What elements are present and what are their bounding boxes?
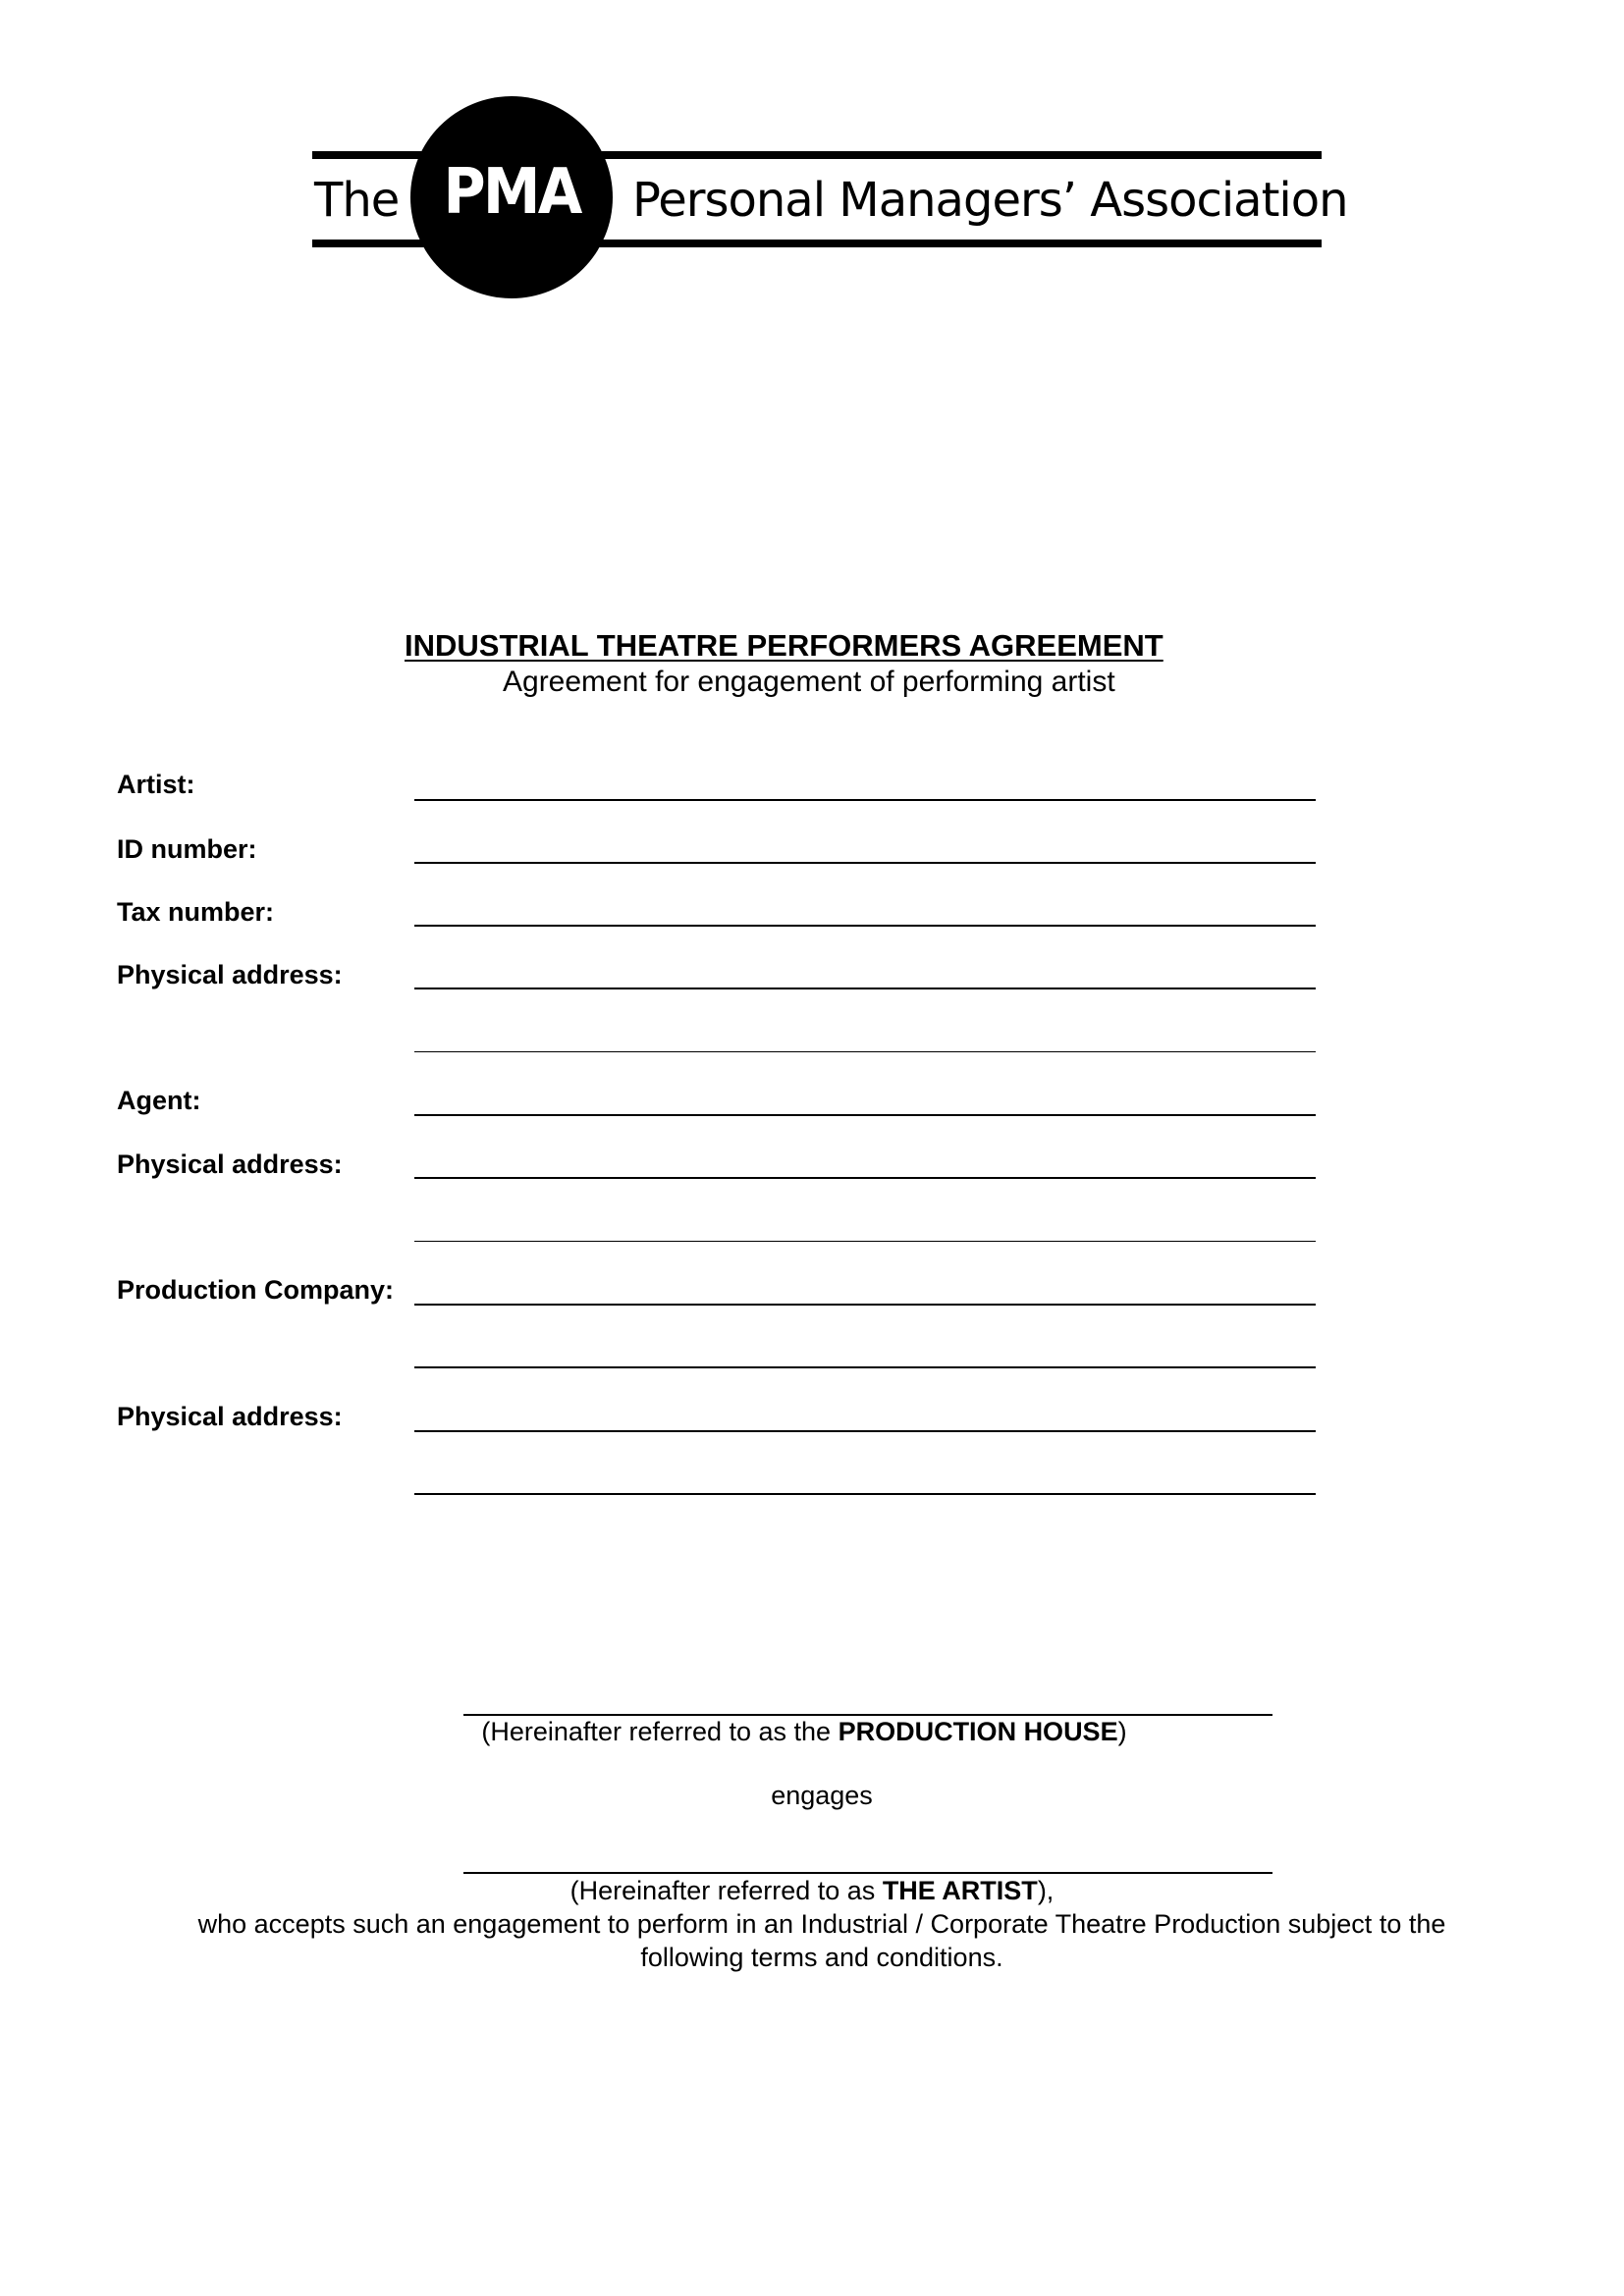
production-company-field-2[interactable]	[414, 1366, 1316, 1368]
production-house-suffix: )	[1117, 1717, 1127, 1746]
artist-address-field-2[interactable]	[414, 1051, 1316, 1052]
agent-field[interactable]	[414, 1114, 1316, 1116]
engages-text: engages	[771, 1781, 873, 1810]
production-address-label: Physical address:	[117, 1402, 343, 1431]
production-address-field-1[interactable]	[414, 1430, 1316, 1432]
artist-caption-term: THE ARTIST	[882, 1876, 1038, 1905]
id-number-field[interactable]	[414, 862, 1316, 864]
artist-address-label: Physical address:	[117, 960, 343, 989]
production-company-field-1[interactable]	[414, 1304, 1316, 1306]
production-house-prefix: (Hereinafter referred to as the	[481, 1717, 839, 1746]
production-house-caption	[0, 1717, 1616, 1747]
agent-address-field-1[interactable]	[414, 1177, 1316, 1179]
logo-prefix: The	[314, 173, 400, 228]
production-address-field-2[interactable]	[414, 1493, 1316, 1495]
agent-label: Agent:	[117, 1086, 201, 1115]
production-company-label: Production Company:	[117, 1275, 394, 1305]
tax-number-field[interactable]	[414, 925, 1316, 927]
artist-caption-prefix: (Hereinafter referred to as	[569, 1876, 883, 1905]
agent-address-field-2[interactable]	[414, 1241, 1316, 1242]
artist-address-field-1[interactable]	[414, 988, 1316, 989]
document-subtitle: Agreement for engagement of performing artist	[503, 666, 1115, 698]
logo-acronym: PMA	[443, 156, 580, 229]
artist-label: Artist:	[117, 770, 195, 799]
agent-address-label: Physical address:	[117, 1149, 343, 1179]
pma-logo	[312, 96, 1348, 300]
artist-signature-line[interactable]	[463, 1872, 1272, 1874]
acceptance-line-1: who accepts such an engagement to perform in an Industrial / Corporate Theatre Production subject to the	[197, 1909, 1446, 1939]
artist-caption-suffix: ),	[1037, 1876, 1055, 1905]
tax-number-label: Tax number:	[117, 897, 275, 927]
id-number-label: ID number:	[117, 834, 257, 864]
production-house-signature-line[interactable]	[463, 1714, 1272, 1716]
production-house-term: PRODUCTION HOUSE	[838, 1717, 1118, 1746]
acceptance-line-2: following terms and conditions.	[640, 1943, 1003, 1972]
logo-association-name: Personal Managers’ Association	[632, 173, 1348, 228]
artist-caption	[0, 1876, 1624, 1906]
artist-field[interactable]	[414, 799, 1316, 801]
document-title: INDUSTRIAL THEATRE PERFORMERS AGREEMENT	[405, 628, 1164, 663]
